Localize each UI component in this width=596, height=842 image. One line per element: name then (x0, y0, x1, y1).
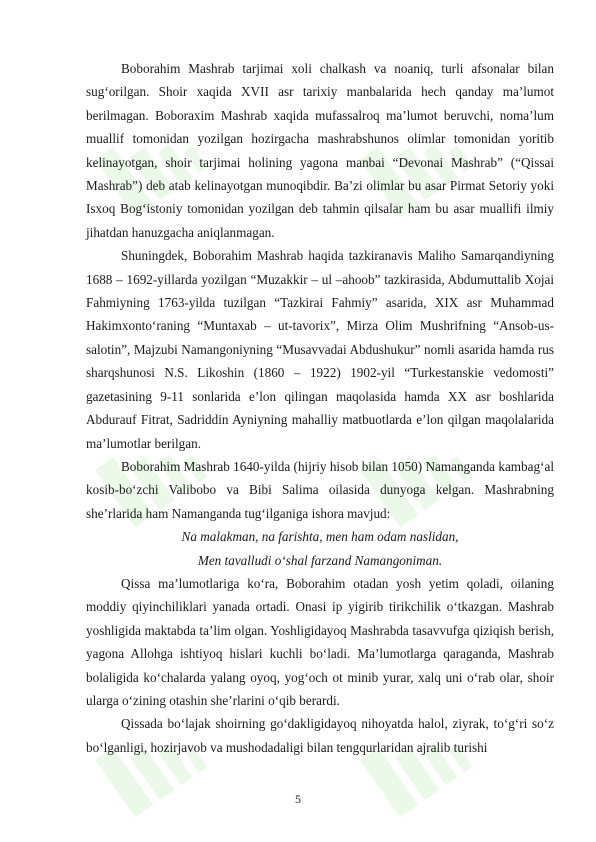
paragraph: Qissada bo‘lajak shoirning go‘dakligidayoq nihoyatda halol, ziyrak, to‘g‘ri so‘z bo‘lganligi, hozirjavob va mushodadaligi bilan tengqurlaridan ajralib turishi (86, 716, 554, 755)
paragraph: Qissa ma’lumotlariga ko‘ra, Boborahim otadan yosh yetim qoladi, oilaning moddiy qiyinchiliklari yanada ortadi. Onasi ip yigirib tirikchilik o‘tkazgan. Mashrab yoshligida maktabda ta’lim olgan. Yoshligidayoq Mashrabda tasavvufga qiziqish berish, yagona Allohga ishtiyoq hislari kuchli bo‘ladi. Ma’lumotlarga qaraganda, Mashrab bolaligida ko‘chalarda yalang oyoq, yog‘och ot minib yurar, xalq uni o‘rab olar, shoir ularga o‘zining otashin she’rlarini o‘qib berardi. (86, 575, 554, 708)
verse-line: Men tavalludi o‘shal farzand Namangoniman. (197, 552, 443, 568)
paragraph: Boborahim Mashrab tarjimai xoli chalkash va noaniq, turli afsonalar bilan sug‘orilgan. Shoir xaqida XVII asr tarixiy manbalarida hech qanday ma’lumot berilmagan. Boboraxim Mashrab xaqida mufassalroq ma’lumot beruvchi, noma’lum muallif tomonidan yozilgan hozirgacha mashrabshunos olimlar tomonidan yoritib kelinayotgan, shoir tarjimai holining yagona manbai “Devonai Mashrab” (“Qissai Mashrab”) deb atab kelinayotgan munoqibdir. Ba’zi olimlar bu asar Pirmat Setoriy yoki Isxoq Bog‘istoniy tomonidan yozilgan deb tahmin qilsalar ham bu asar muallifi ilmiy jihatdan hanuzgacha aniqlanmagan. (86, 61, 554, 240)
body-text (86, 57, 554, 759)
verse-line: Na malakman, na farishta, men ham odam naslidan, (181, 529, 459, 545)
paragraph: Boborahim Mashrab 1640-yilda (hijriy hisob bilan 1050) Namanganda kambag‘al kosib-bo‘zchi Valibobo va Bibi Salima oilasida dunyoga kelgan. Mashrabning she’rlarida ham Namanganda tug‘ilganiga ishora mavjud: (86, 458, 554, 521)
page-number: 5 (295, 792, 301, 806)
paragraph: Shuningdek, Boborahim Mashrab haqida tazkiranavis Maliho Samarqandiyning 1688 – 1692-yillarda yozilgan “Muzakkir – ul –ahoob” tazkirasida, Abdumuttalib Xojai Fahmiyning 1763-yilda tuzilgan “Tazkirai Fahmiy” asarida, XIX asr Muhammad Hakimxonto‘raning “Muntaxab – ut-tavorix”, Mirza Olim Mushrifning “Ansob-us-salotin”, Majzubi Namangoniyning “Musavvadai Abdushukur” nomli asarida hamda rus sharqshunosi N.S. Likoshin (1860 – 1922) 1902-yil “Turkestanskie vedomosti” gazetasining 9-11 sonlarida e’lon qilingan maqolasida hamda XX asr boshlarida Abdurauf Fitrat, Sadriddin Ayniyning mahalliy matbuotlarda e’lon qilgan maqolalarida ma’lumotlar berilgan. (86, 248, 554, 451)
